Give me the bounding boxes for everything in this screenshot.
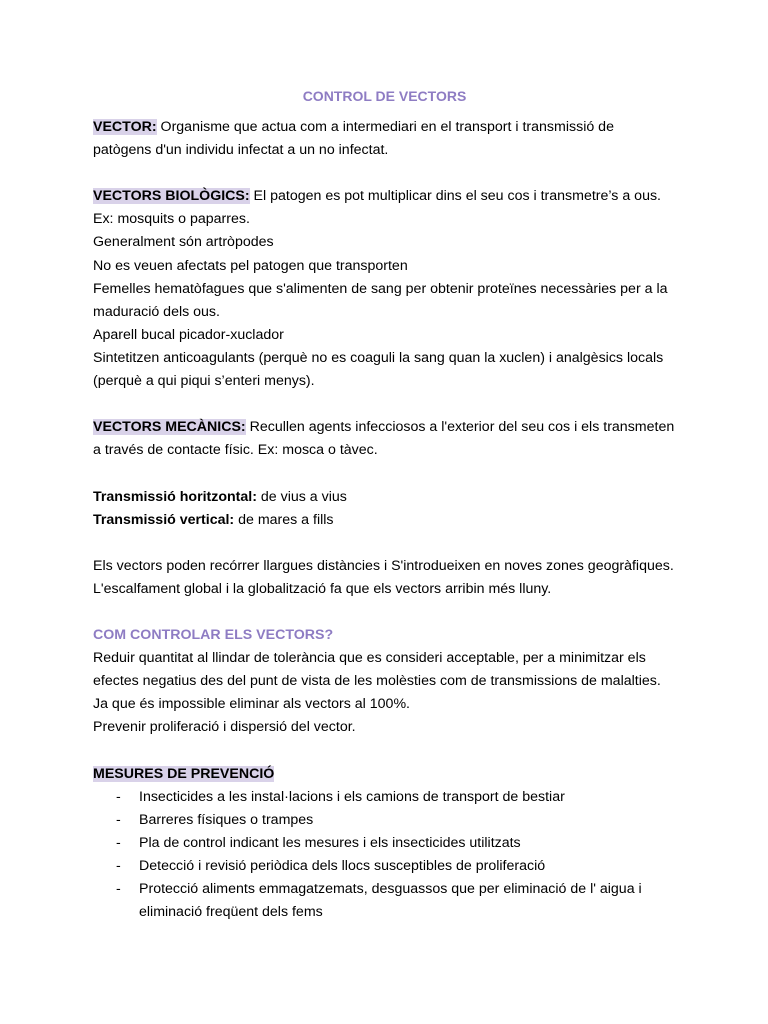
dash-bullet: - [116, 788, 121, 805]
list-item [93, 855, 676, 878]
list-item [93, 786, 676, 809]
prevention-list [93, 786, 676, 925]
control-heading: COM CONTROLAR ELS VECTORS? [93, 627, 334, 644]
dash-bullet: - [116, 811, 121, 828]
list-item-text: Detecció i revisió periòdica dels llocs susceptibles de proliferació [139, 858, 546, 874]
list-item [93, 878, 676, 924]
spacer [93, 393, 676, 416]
mechanical-definition [93, 416, 676, 462]
list-item [93, 832, 676, 855]
document-title: CONTROL DE VECTORS [302, 88, 467, 104]
horizontal-transmission [93, 486, 676, 509]
control-line: Reduir quantitat al llindar de tolerància que es consideri acceptable, per a minimitzar els efectes negatius des del punt de vista de les molèsties com de transmissions de malalties. [93, 650, 661, 690]
control-line: Ja que és impossible eliminar als vectors al 100%. [93, 696, 411, 713]
spacer [93, 462, 676, 485]
distance-line: Els vectors poden recórrer llargues distàncies i S'introdueixen en noves zones geogràfiques. [93, 557, 674, 574]
list-item-text: Barreres físiques o trampes [139, 811, 314, 828]
list-item-text: Protecció aliments emmagatzemats, desguassos que per eliminació de l' aigua i eliminació freqüent dels fems [139, 881, 642, 921]
dash-bullet: - [116, 834, 121, 851]
spacer [93, 532, 676, 555]
list-item-text: Pla de control indicant les mesures i els insecticides utilitzats [139, 834, 521, 851]
control-line: Prevenir proliferació i dispersió del vector. [93, 719, 356, 736]
horizontal-text: de vius a vius [256, 488, 347, 505]
horizontal-label: Transmissió horitzontal: [93, 488, 257, 505]
biological-line: No es veuen afectats pel patogen que transporten [93, 257, 408, 274]
biological-term: VECTORS BIOLÒGICS: [93, 188, 250, 205]
prevention-heading-line [93, 763, 676, 786]
mechanical-text: Recullen agents infecciosos a l'exterior del seu cos i els transmeten a través de contacte físic. Ex: mosca o tàvec. [93, 419, 675, 459]
biological-line: Sintetitzen anticoagulants (perquè no es coaguli la sang quan la xuclen) i analgèsics locals (perquè a qui piqui s’enteri menys). [93, 349, 664, 390]
vertical-label: Transmissió vertical: [93, 511, 235, 528]
list-item [93, 809, 676, 832]
biological-definition [93, 185, 676, 208]
spacer [93, 601, 676, 624]
biological-line: Aparell bucal picador-xuclador [93, 326, 284, 343]
list-item-text: Insecticides a les instal·lacions i els camions de transport de bestiar [139, 788, 565, 805]
vector-definition [93, 116, 676, 162]
vertical-transmission [93, 509, 676, 532]
dash-bullet: - [116, 858, 121, 874]
mechanical-term: VECTORS MECÀNICS: [93, 419, 246, 436]
vector-text: Organisme que actua com a intermediari en el transport i transmissió de patògens d'un individu infectat a un no infectat. [93, 119, 614, 159]
prevention-heading: MESURES DE PREVENCIÓ [93, 765, 275, 782]
spacer [93, 740, 676, 763]
dash-bullet: - [116, 881, 121, 898]
vertical-text: de mares a fills [234, 511, 334, 528]
biological-line: Generalment són artròpodes [93, 234, 274, 251]
distance-line: L'escalfament global i la globalització fa que els vectors arribin més lluny. [93, 580, 552, 597]
biological-text: El patogen es pot multiplicar dins el seu cos i transmetre’s a ous. [249, 188, 661, 205]
biological-line: Ex: mosquits o paparres. [93, 211, 250, 228]
biological-line: Femelles hematòfagues que s'alimenten de sang per obtenir proteïnes necessàries per a la maduració dels ous. [93, 280, 668, 320]
spacer [93, 162, 676, 185]
vector-term: VECTOR: [93, 119, 157, 135]
